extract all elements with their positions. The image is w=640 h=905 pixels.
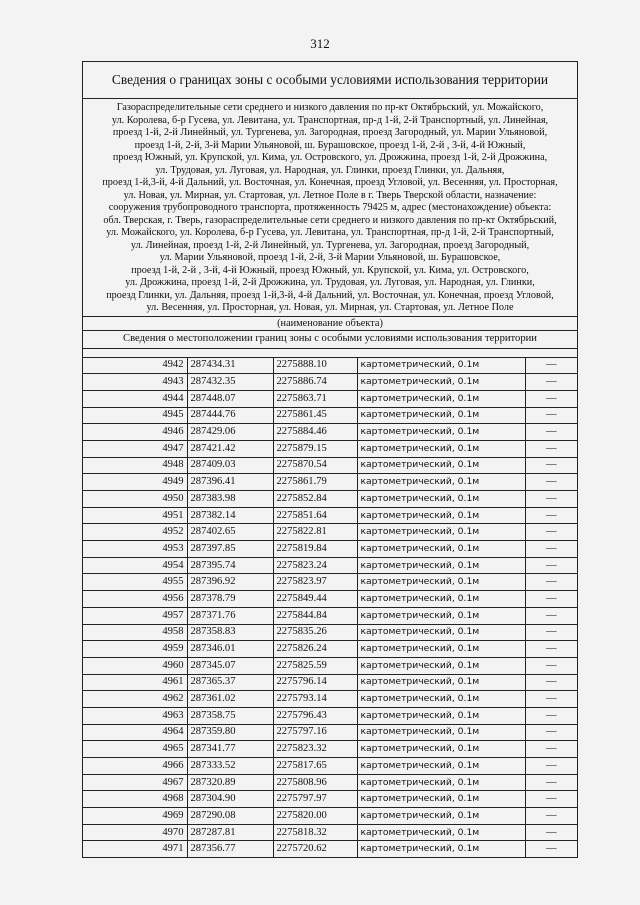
- description-line: ул. Линейная, проезд 1-й, 2-й Линейный, ул. Тургенева, ул. Загородная, проезд Загородный,: [130, 239, 530, 251]
- table-row: [83, 724, 577, 741]
- y-coordinate-cell: 2275849.44: [273, 591, 357, 608]
- y-coordinate-cell: 2275886.74: [273, 374, 357, 391]
- table-row: [83, 374, 577, 391]
- description-line: ул. Марии Ульяновой, проезд 1-й, 2-й, 3-й Марии Ульяновой, ш. Бурашовское,: [159, 252, 501, 263]
- table-row: [83, 758, 577, 775]
- point-number-cell: 4962: [83, 691, 187, 708]
- note-cell: —: [525, 641, 577, 658]
- method-cell: картометрический, 0.1м: [357, 557, 525, 574]
- table-row: [83, 641, 577, 658]
- method-cell: картометрический, 0.1м: [357, 724, 525, 741]
- description-line: проезд 1-й, 2-й Линейный, ул. Тургенева, ул. Загородная, проезд Загородный, ул. Марии Ульяновой,: [112, 127, 548, 138]
- description-line: Газораспределительные сети среднего и низкого давления по пр-кт Октябрьский, ул. Можайского,: [116, 102, 544, 113]
- note-cell: —: [525, 557, 577, 574]
- description-line: ул. Дрожжина, проезд 1-й, 2-й Дрожжина, ул. Трудовая, ул. Луговая, ул. Народная, ул. Глинки,: [125, 277, 535, 288]
- x-coordinate-cell: 287395.74: [187, 557, 273, 574]
- description-line: проезд 1-й, 2-й , 3-й, 4-й Южный, проезд Южный, ул. Крупской, ул. Кима, ул. Островского,: [131, 264, 529, 276]
- method-cell: картометрический, 0.1м: [357, 841, 525, 857]
- x-coordinate-cell: 287421.42: [187, 440, 273, 457]
- point-number-cell: 4966: [83, 758, 187, 775]
- description-line: проезд Глинки, ул. Дальняя, проезд 1-й,3-й, 4-й Дальний, ул. Восточная, ул. Конечная, проезд Угловой,: [106, 289, 554, 301]
- note-cell: —: [525, 841, 577, 857]
- method-cell: картометрический, 0.1м: [357, 507, 525, 524]
- location-heading: Сведения о местоположении границ зоны с особыми условиями использования территории: [123, 332, 537, 344]
- x-coordinate-cell: 287444.76: [187, 407, 273, 424]
- table-row: [83, 791, 577, 808]
- point-number-cell: 4965: [83, 741, 187, 758]
- y-coordinate-cell: 2275826.24: [273, 641, 357, 658]
- table-row: [83, 440, 577, 457]
- section-heading: Сведения о границах зоны с особыми условиями использования территории: [83, 62, 577, 99]
- description-line: ул. Королева, б-р Гусева, ул. Левитана, ул. Транспортная, пр-д 1-й, 2-й Транспортный, ул. Линейная,: [111, 114, 549, 126]
- document-frame: [82, 61, 578, 858]
- point-number-cell: 4960: [83, 657, 187, 674]
- method-cell: картометрический, 0.1м: [357, 774, 525, 791]
- y-coordinate-cell: 2275808.96: [273, 774, 357, 791]
- point-number-cell: 4944: [83, 390, 187, 407]
- object-description: [83, 99, 577, 317]
- description-line: ул. Можайского, ул. Королева, б-р Гусева, ул. Левитана, ул. Транспортная, пр-д 1-й, 2-й Транспортный,: [106, 227, 554, 238]
- point-number-cell: 4968: [83, 791, 187, 808]
- point-number-cell: 4959: [83, 641, 187, 658]
- x-coordinate-cell: 287434.31: [187, 357, 273, 374]
- description-line: проезд 1-й,3-й, 4-й Дальний, ул. Восточная, ул. Конечная, проезд Угловой, ул. Весенняя, ул. Просторная,: [102, 177, 558, 188]
- method-cell: картометрический, 0.1м: [357, 674, 525, 691]
- table-row: [83, 707, 577, 724]
- point-number-cell: 4946: [83, 424, 187, 441]
- y-coordinate-cell: 2275825.59: [273, 657, 357, 674]
- method-cell: картометрический, 0.1м: [357, 691, 525, 708]
- table-row: [83, 624, 577, 641]
- table-row: [83, 574, 577, 591]
- note-cell: —: [525, 724, 577, 741]
- table-row: [83, 657, 577, 674]
- x-coordinate-cell: 287383.98: [187, 491, 273, 508]
- note-cell: —: [525, 624, 577, 641]
- table-row: [83, 474, 577, 491]
- note-cell: —: [525, 774, 577, 791]
- description-line: сооружения трубопроводного транспорта, протяженность 79425 м, адрес (местонахождение) объекта:: [108, 202, 552, 213]
- y-coordinate-cell: 2275851.64: [273, 507, 357, 524]
- point-number-cell: 4943: [83, 374, 187, 391]
- y-coordinate-cell: 2275888.10: [273, 357, 357, 374]
- y-coordinate-cell: 2275823.32: [273, 741, 357, 758]
- table-row: [83, 390, 577, 407]
- point-number-cell: 4942: [83, 357, 187, 374]
- method-cell: картометрический, 0.1м: [357, 591, 525, 608]
- x-coordinate-cell: 287345.07: [187, 657, 273, 674]
- method-cell: картометрический, 0.1м: [357, 574, 525, 591]
- point-number-cell: 4949: [83, 474, 187, 491]
- table-row: [83, 424, 577, 441]
- method-cell: картометрический, 0.1м: [357, 474, 525, 491]
- point-number-cell: 4956: [83, 591, 187, 608]
- point-number-cell: 4955: [83, 574, 187, 591]
- description-line: ул. Трудовая, ул. Луговая, ул. Народная, ул. Глинки, проезд Глинки, ул. Дальняя,: [155, 164, 505, 176]
- method-cell: картометрический, 0.1м: [357, 440, 525, 457]
- point-number-cell: 4964: [83, 724, 187, 741]
- y-coordinate-cell: 2275720.62: [273, 841, 357, 857]
- x-coordinate-cell: 287365.37: [187, 674, 273, 691]
- method-cell: картометрический, 0.1м: [357, 758, 525, 775]
- x-coordinate-cell: 287432.35: [187, 374, 273, 391]
- note-cell: —: [525, 758, 577, 775]
- description-line: обл. Тверская, г. Тверь, газораспределительные сети среднего и низкого давления по пр-кт Октябрьский,: [103, 214, 557, 226]
- x-coordinate-cell: 287429.06: [187, 424, 273, 441]
- point-number-cell: 4969: [83, 808, 187, 825]
- y-coordinate-cell: 2275823.24: [273, 557, 357, 574]
- note-cell: —: [525, 674, 577, 691]
- y-coordinate-cell: 2275852.84: [273, 491, 357, 508]
- x-coordinate-cell: 287378.79: [187, 591, 273, 608]
- description-line: проезд 1-й, 2-й, 3-й Марии Ульяновой, ш. Бурашовское, проезд 1-й, 2-й , 3-й, 4-й Южный,: [134, 139, 526, 151]
- note-cell: —: [525, 824, 577, 841]
- x-coordinate-cell: 287356.77: [187, 841, 273, 857]
- y-coordinate-cell: 2275861.45: [273, 407, 357, 424]
- x-coordinate-cell: 287346.01: [187, 641, 273, 658]
- method-cell: картометрический, 0.1м: [357, 424, 525, 441]
- y-coordinate-cell: 2275835.26: [273, 624, 357, 641]
- method-cell: картометрический, 0.1м: [357, 641, 525, 658]
- method-cell: картометрический, 0.1м: [357, 541, 525, 558]
- note-cell: —: [525, 808, 577, 825]
- point-number-cell: 4948: [83, 457, 187, 474]
- note-cell: —: [525, 607, 577, 624]
- method-cell: картометрический, 0.1м: [357, 524, 525, 541]
- point-number-cell: 4967: [83, 774, 187, 791]
- x-coordinate-cell: 287396.92: [187, 574, 273, 591]
- note-cell: —: [525, 591, 577, 608]
- method-cell: картометрический, 0.1м: [357, 624, 525, 641]
- table-row: [83, 691, 577, 708]
- object-caption: (наименование объекта): [83, 317, 577, 331]
- note-cell: —: [525, 457, 577, 474]
- table-row: [83, 491, 577, 508]
- note-cell: —: [525, 507, 577, 524]
- y-coordinate-cell: 2275797.16: [273, 724, 357, 741]
- x-coordinate-cell: 287287.81: [187, 824, 273, 841]
- y-coordinate-cell: 2275793.14: [273, 691, 357, 708]
- method-cell: картометрический, 0.1м: [357, 491, 525, 508]
- table-row: [83, 541, 577, 558]
- x-coordinate-cell: 287397.85: [187, 541, 273, 558]
- x-coordinate-cell: 287396.41: [187, 474, 273, 491]
- x-coordinate-cell: 287358.75: [187, 707, 273, 724]
- y-coordinate-cell: 2275822.81: [273, 524, 357, 541]
- note-cell: —: [525, 374, 577, 391]
- note-cell: —: [525, 491, 577, 508]
- point-number-cell: 4952: [83, 524, 187, 541]
- y-coordinate-cell: 2275870.54: [273, 457, 357, 474]
- table-row: [83, 407, 577, 424]
- table-row: [83, 357, 577, 374]
- point-number-cell: 4945: [83, 407, 187, 424]
- point-number-cell: 4963: [83, 707, 187, 724]
- x-coordinate-cell: 287304.90: [187, 791, 273, 808]
- method-cell: картометрический, 0.1м: [357, 808, 525, 825]
- table-row: [83, 607, 577, 624]
- method-cell: картометрический, 0.1м: [357, 741, 525, 758]
- note-cell: —: [525, 407, 577, 424]
- point-number-cell: 4951: [83, 507, 187, 524]
- method-cell: картометрический, 0.1м: [357, 407, 525, 424]
- y-coordinate-cell: 2275863.71: [273, 390, 357, 407]
- y-coordinate-cell: 2275820.00: [273, 808, 357, 825]
- method-cell: картометрический, 0.1м: [357, 607, 525, 624]
- description-line: ул. Новая, ул. Мирная, ул. Стартовая, ул. Летное Поле в г. Тверь Тверской области, назначение:: [123, 189, 537, 201]
- method-cell: картометрический, 0.1м: [357, 374, 525, 391]
- point-number-cell: 4958: [83, 624, 187, 641]
- table-spacer: [83, 348, 577, 357]
- x-coordinate-cell: 287333.52: [187, 758, 273, 775]
- y-coordinate-cell: 2275796.43: [273, 707, 357, 724]
- table-row: [83, 841, 577, 857]
- x-coordinate-cell: 287382.14: [187, 507, 273, 524]
- x-coordinate-cell: 287359.80: [187, 724, 273, 741]
- note-cell: —: [525, 357, 577, 374]
- y-coordinate-cell: 2275879.15: [273, 440, 357, 457]
- note-cell: —: [525, 524, 577, 541]
- method-cell: картометрический, 0.1м: [357, 824, 525, 841]
- table-row: [83, 741, 577, 758]
- x-coordinate-cell: 287409.03: [187, 457, 273, 474]
- point-number-cell: 4954: [83, 557, 187, 574]
- note-cell: —: [525, 440, 577, 457]
- point-number-cell: 4957: [83, 607, 187, 624]
- method-cell: картометрический, 0.1м: [357, 457, 525, 474]
- y-coordinate-cell: 2275817.65: [273, 758, 357, 775]
- note-cell: —: [525, 791, 577, 808]
- note-cell: —: [525, 424, 577, 441]
- point-number-cell: 4971: [83, 841, 187, 857]
- table-row: [83, 507, 577, 524]
- x-coordinate-cell: 287320.89: [187, 774, 273, 791]
- y-coordinate-cell: 2275884.46: [273, 424, 357, 441]
- x-coordinate-cell: 287341.77: [187, 741, 273, 758]
- y-coordinate-cell: 2275818.32: [273, 824, 357, 841]
- method-cell: картометрический, 0.1м: [357, 791, 525, 808]
- y-coordinate-cell: 2275861.79: [273, 474, 357, 491]
- table-row: [83, 457, 577, 474]
- point-number-cell: 4953: [83, 541, 187, 558]
- table-row: [83, 557, 577, 574]
- note-cell: —: [525, 657, 577, 674]
- x-coordinate-cell: 287290.08: [187, 808, 273, 825]
- y-coordinate-cell: 2275796.14: [273, 674, 357, 691]
- y-coordinate-cell: 2275844.84: [273, 607, 357, 624]
- table-row: [83, 524, 577, 541]
- table-row: [83, 824, 577, 841]
- table-row: [83, 591, 577, 608]
- method-cell: картометрический, 0.1м: [357, 657, 525, 674]
- method-cell: картометрический, 0.1м: [357, 357, 525, 374]
- point-number-cell: 4970: [83, 824, 187, 841]
- y-coordinate-cell: 2275819.84: [273, 541, 357, 558]
- point-number-cell: 4961: [83, 674, 187, 691]
- table-row: [83, 674, 577, 691]
- table-row: [83, 808, 577, 825]
- y-coordinate-cell: 2275823.97: [273, 574, 357, 591]
- y-coordinate-cell: 2275797.97: [273, 791, 357, 808]
- point-number-cell: 4947: [83, 440, 187, 457]
- description-line: проезд Южный, ул. Крупской, ул. Кима, ул. Островского, ул. Дрожжина, проезд 1-й, 2-й Дрожжина,: [112, 152, 548, 163]
- x-coordinate-cell: 287448.07: [187, 390, 273, 407]
- coordinates-table: [83, 357, 577, 858]
- method-cell: картометрический, 0.1м: [357, 390, 525, 407]
- description-line: ул. Весенняя, ул. Просторная, ул. Новая, ул. Мирная, ул. Стартовая, ул. Летное Поле: [146, 302, 514, 313]
- note-cell: —: [525, 390, 577, 407]
- note-cell: —: [525, 574, 577, 591]
- x-coordinate-cell: 287358.83: [187, 624, 273, 641]
- page-number: 312: [310, 36, 330, 51]
- table-row: [83, 774, 577, 791]
- x-coordinate-cell: 287371.76: [187, 607, 273, 624]
- point-number-cell: 4950: [83, 491, 187, 508]
- note-cell: —: [525, 541, 577, 558]
- x-coordinate-cell: 287402.65: [187, 524, 273, 541]
- note-cell: —: [525, 707, 577, 724]
- note-cell: —: [525, 474, 577, 491]
- note-cell: —: [525, 691, 577, 708]
- method-cell: картометрический, 0.1м: [357, 707, 525, 724]
- note-cell: —: [525, 741, 577, 758]
- x-coordinate-cell: 287361.02: [187, 691, 273, 708]
